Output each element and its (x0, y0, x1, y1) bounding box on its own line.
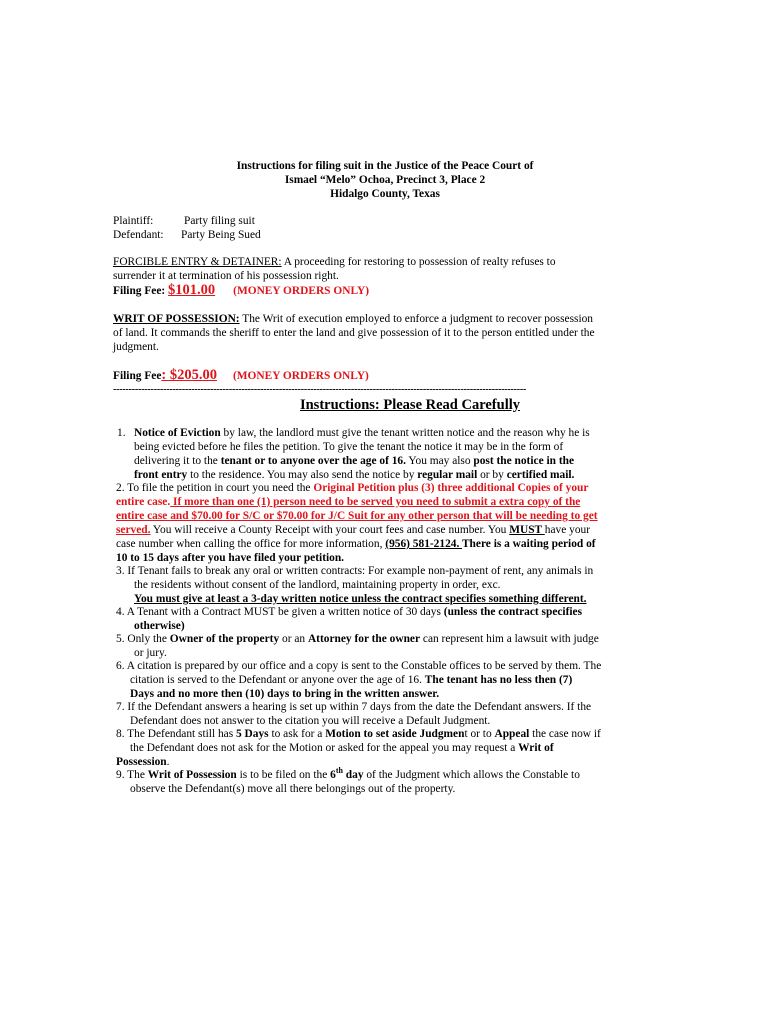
item-4-line-1: 4. A Tenant with a Contract MUST be given a written notice of 30 days (unless the contract specifies (116, 606, 583, 618)
item-3-line-2: the residents without consent of the landlord, maintaining property in order, exc. (134, 579, 501, 591)
title-line-3: Hidalgo County, Texas (330, 188, 440, 200)
item-9-line-1: 9. The Writ of Possession is to be filed on the 6th day of the Judgment which allows the Constable to (116, 766, 580, 781)
writ-fee: Filing Fee: $205.00 (MONEY ORDERS ONLY) (113, 367, 369, 383)
item-6-line-2: citation is served to the Defendant or anyone over the age of 16. The tenant has no less then (7) (130, 674, 573, 686)
item-5-line-1: 5. Only the Owner of the property or an Attorney for the owner can represent him a lawsuit with judge (116, 633, 599, 645)
item-5-line-2: or jury. (134, 647, 167, 659)
plaintiff-label: Plaintiff: (113, 215, 154, 227)
forcible-fee-amount: $101.00 (168, 282, 216, 298)
forcible-fee: Filing Fee: $101.00 (MONEY ORDERS ONLY) (113, 282, 370, 298)
item-2-line-2: entire case. If more than one (1) person need to be served you need to submit a extra copy of the (116, 496, 581, 508)
item-3-line-1: 3. If Tenant fails to break any oral or written contracts: For example non-payment of rent, any animals in (116, 565, 594, 577)
title-line-2: Ismael “Melo” Ochoa, Precinct 3, Place 2 (284, 174, 486, 186)
item-3-line-3: You must give at least a 3-day written notice unless the contract specifies something different. (134, 593, 587, 605)
item-1-line-1: Notice of Eviction by law, the landlord must give the tenant written notice and the reason why he is (134, 427, 590, 439)
writ-line-1: WRIT OF POSSESSION: The Writ of execution employed to enforce a judgment to recover possession (113, 313, 594, 325)
item-1-line-2: being evicted before he files the petition. To give the tenant the notice it may be in the form of (134, 441, 564, 453)
writ-line-3: judgment. (113, 341, 159, 353)
item-1-line-4: front entry to the residence. You may also send the notice by regular mail or by certified mail. (134, 469, 575, 481)
item-7-line-1: 7. If the Defendant answers a hearing is set up within 7 days from the date the Defendant answers. If the (116, 701, 592, 713)
item-2-line-4: served. You will receive a County Receipt with your court fees and case number. You MUST have your (116, 524, 591, 536)
item-2-line-3: entire case and $70.00 for S/C or $70.00 for J/C Suit for any other person that will be needing to get (116, 510, 598, 522)
writ-money-orders: (MONEY ORDERS ONLY) (233, 370, 369, 382)
writ-heading: WRIT OF POSSESSION: (113, 313, 240, 325)
item-1-number: 1. (117, 427, 126, 439)
item-8-line-1: 8. The Defendant still has 5 Days to ask for a Motion to set aside Judgment or to Appeal the case now if (116, 728, 601, 740)
title-line-1: Instructions for filing suit in the Justice of the Peace Court of (236, 160, 534, 172)
item-2-line-1: 2. To file the petition in court you need the Original Petition plus (3) three additional Copies of your (116, 482, 589, 494)
forcible-line-1: FORCIBLE ENTRY & DETAINER: A proceeding for restoring to possession of realty refuses to (113, 256, 556, 268)
separator-line: ------------------------------------------------------------------------------------------------------------------------------------ (113, 384, 527, 395)
forcible-heading: FORCIBLE ENTRY & DETAINER: (113, 256, 282, 268)
item-6-line-1: 6. A citation is prepared by our office and a copy is sent to the Constable offices to be served by them. The (116, 660, 602, 672)
item-2-line-5: case number when calling the office for more information, (956) 581-2124. There is a waiting period of (116, 538, 596, 550)
item-2-line-6: 10 to 15 days after you have filed your petition. (116, 552, 345, 564)
writ-fee-amount: : $205.00 (161, 367, 217, 383)
forcible-money-orders: (MONEY ORDERS ONLY) (233, 285, 370, 297)
writ-line-2: of land. It commands the sheriff to enter the land and give possession of it to the person entitled under the (113, 327, 595, 339)
item-7-line-2: Defendant does not answer to the citation you will receive a Default Judgment. (130, 715, 491, 727)
item-8-line-3: Possession. (116, 756, 170, 768)
defendant-value: Party Being Sued (181, 229, 261, 241)
item-1-line-3: delivering it to the tenant or to anyone over the age of 16. You may also post the notice in the (134, 455, 575, 467)
forcible-line-2: surrender it at termination of his possession right. (113, 270, 339, 282)
item-9-line-2: observe the Defendant(s) move all there belongings out of the property. (130, 783, 456, 795)
defendant-label: Defendant: (113, 229, 164, 241)
item-4-line-2: otherwise) (134, 620, 185, 632)
instructions-title: Instructions: Please Read Carefully (299, 397, 521, 413)
item-8-line-2: the Defendant does not ask for the Motion or asked for the appeal you may request a Writ of (130, 742, 554, 754)
item-6-line-3: Days and no more then (10) days to bring in the written answer. (130, 688, 440, 700)
plaintiff-value: Party filing suit (184, 215, 255, 227)
